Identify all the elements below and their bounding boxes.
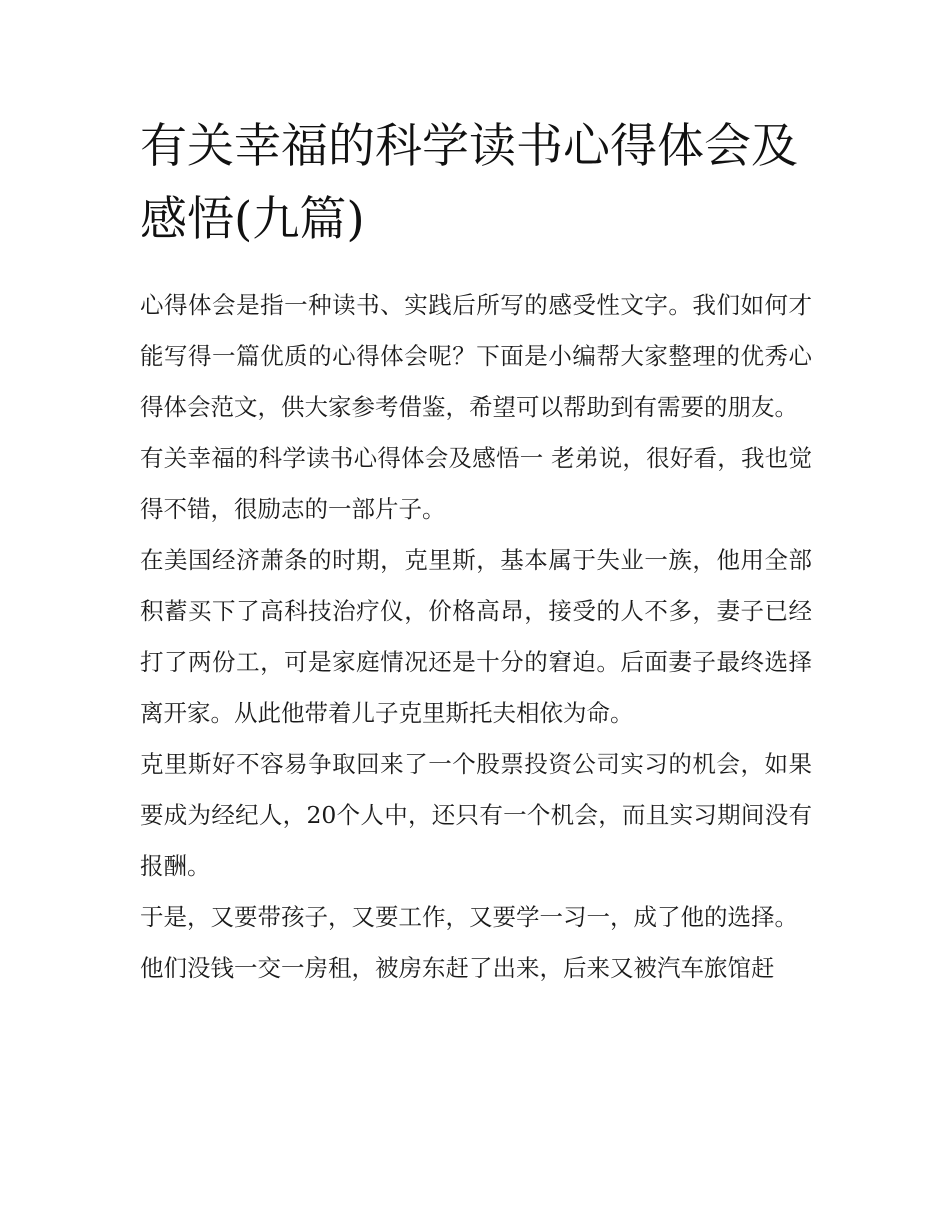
paragraph-intro: 心得体会是指一种读书、实践后所写的感受性文字。我们如何才能写得一篇优质的心得体会呢？下面是小编帮大家整理的优秀心得体会范文，供大家参考借鉴，希望可以帮助到有需要的朋友。	[140, 291, 812, 421]
paragraph-internship: 克里斯好不容易争取回来了一个股票投资公司实习的机会，如果要成为经纪人，20个人中，还只有一个机会，而且实习期间没有报酬。	[140, 750, 812, 880]
paragraph-eviction: 他们没钱一交一房租，被房东赶了出来，后来又被汽车旅馆赶	[140, 954, 775, 982]
paragraph-choice: 于是，又要带孩子，又要工作，又要学一习一，成了他的选择。	[140, 903, 798, 931]
paragraph-essay-one-opening: 有关幸福的科学读书心得体会及感悟一 老弟说，很好看，我也觉得不错，很励志的一部片子。	[140, 444, 812, 523]
paragraph-economic-depression: 在美国经济萧条的时期，克里斯，基本属于失业一族，他用全部积蓄买下了高科技治疗仪，价格高昂，接受的人不多，妻子已经打了两份工，可是家庭情况还是十分的窘迫。后面妻子最终选择离开家。从此他带着儿子克里斯托夫相依为命。	[140, 546, 812, 727]
document-title: 有关幸福的科学读书心得体会及感悟(九篇)	[140, 119, 798, 247]
document-body	[140, 280, 812, 994]
